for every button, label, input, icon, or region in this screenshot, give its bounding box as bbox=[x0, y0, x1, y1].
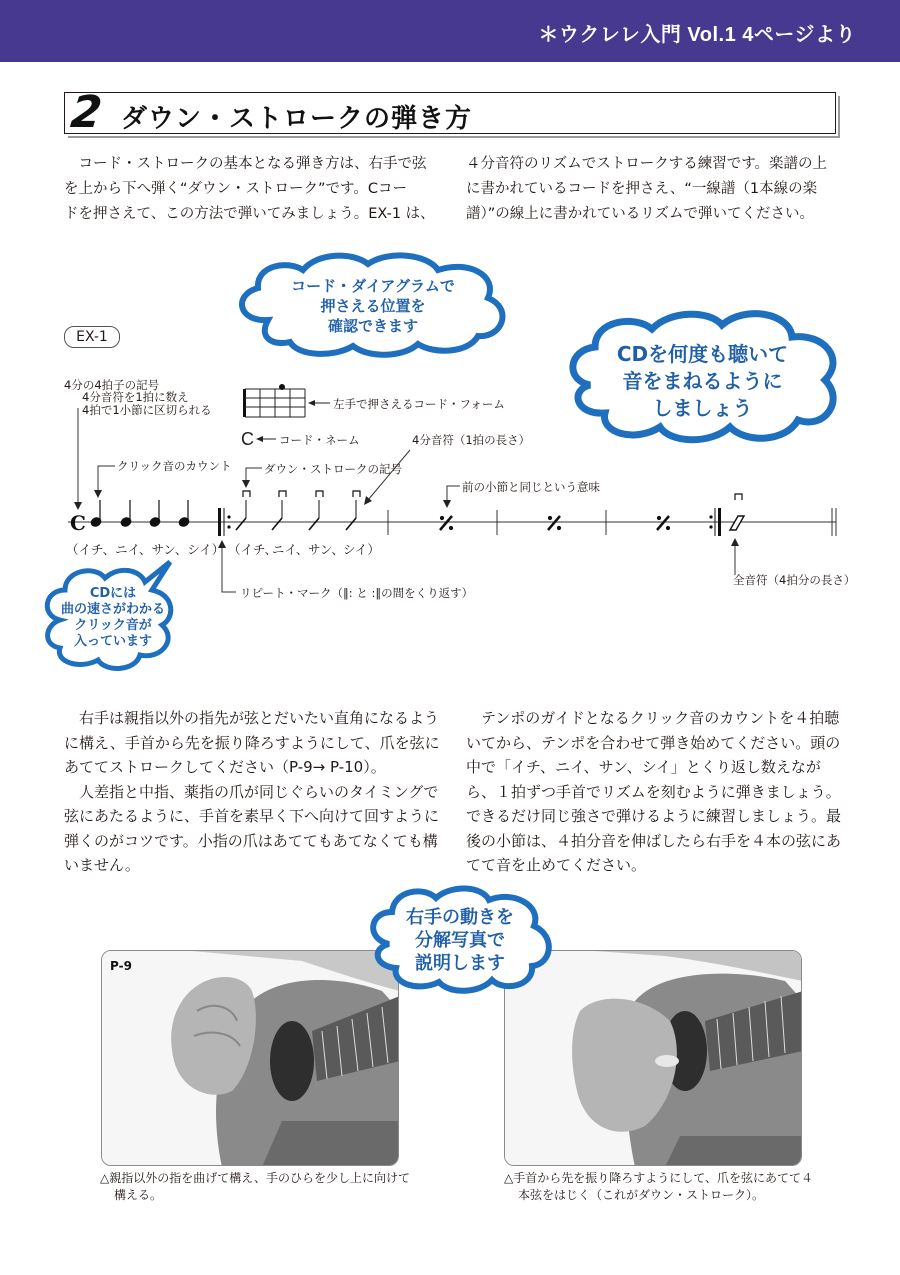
annotation-time-signature-detail bbox=[82, 391, 212, 417]
caption-line: 構える。 bbox=[114, 1188, 163, 1202]
count-stroke-1: （イチ、 bbox=[228, 542, 278, 557]
intro-right-line: に書かれているコードを押さえ、“一線譜（1本線の楽 bbox=[466, 181, 818, 197]
count-stroke-2: ニイ、 bbox=[272, 542, 309, 557]
bubble-text: CDを何度も聴いて bbox=[616, 342, 789, 366]
svg-text:C: C bbox=[241, 429, 254, 449]
body-paragraph: 右手は親指以外の指先が弦とだいたい直角になるように構え、手首から先を振り降ろすようにして、爪を弦にあててストロークしてください（P-9→ P-10）。 bbox=[64, 709, 440, 776]
annotation-repeat-mark: リピート・マーク（‖: と :‖の間をくり返す） bbox=[240, 586, 474, 600]
bubble-text: 分解写真で bbox=[415, 930, 505, 951]
photo-label: P-9 bbox=[110, 959, 132, 973]
body-left bbox=[64, 706, 440, 878]
photo-p9 bbox=[101, 950, 399, 1166]
bubble-text: 入っています bbox=[73, 634, 152, 649]
count-stroke-4: シイ） bbox=[343, 542, 380, 557]
caption-line: 本弦をはじく（これがダウン・ストローク）。 bbox=[518, 1188, 765, 1202]
svg-text:C: C bbox=[70, 511, 86, 535]
annotation-quarter-note: 4分音符（1拍の長さ） bbox=[412, 433, 531, 447]
photo-caption-p9 bbox=[100, 1170, 410, 1204]
bubble-text: CDには bbox=[89, 586, 137, 601]
annotation-down-stroke: ダウン・ストロークの記号 bbox=[264, 462, 402, 476]
bubble-text: 確認できます bbox=[327, 317, 418, 335]
intro-right-line: ４分音符のリズムでストロークする練習です。楽譜の上 bbox=[466, 156, 828, 172]
bubble-text: 曲の速さがわかる bbox=[60, 602, 165, 617]
caption-line: △親指以外の指を曲げて構え、手のひらを少し上に向けて bbox=[100, 1171, 410, 1185]
annotation-chord-name: コード・ネーム bbox=[279, 433, 360, 447]
intro-left-line: を上から下へ弾く“ダウン・ストローク”です。Cコー bbox=[64, 181, 407, 197]
body-paragraph: テンポのガイドとなるクリック音のカウントを４拍聴いてから、テンポを合わせて弾き始めてください。頭の中で「イチ、ニイ、サン、シイ」とくり返し数えながら、１拍ずつ手首でリズムを刻むように弾きましょう。できるだけ同じ強さで弾けるように練習しましょう。最後の小節は、４拍分音を伸ばしたら右手を４本の弦にあてて音を止めてください。 bbox=[466, 709, 842, 874]
bubble-text: 音をまねるように bbox=[622, 369, 783, 393]
bubble-text: 押さえる位置を bbox=[320, 297, 426, 315]
photo-caption-p10 bbox=[504, 1170, 814, 1204]
bubble-text: クリック音が bbox=[74, 618, 152, 633]
annotation-chord-form: 左手で押さえるコード・フォーム bbox=[333, 397, 505, 411]
ukulele-hand-photo-icon bbox=[102, 951, 399, 1166]
example-label: EX-1 bbox=[64, 326, 120, 348]
annotation-time-signature: 4分の4拍子の記号 bbox=[64, 378, 160, 392]
annotation-line: 4拍で1小節に区切られる bbox=[82, 403, 212, 417]
bubble-text: しましょう bbox=[652, 396, 753, 420]
count-click: （イチ、ニイ、サン、シイ） bbox=[66, 542, 225, 557]
section-title: ダウン・ストロークの弾き方 bbox=[121, 104, 473, 134]
intro-left-line: ドを押さえて、この方法で弾いてみましょう。EX-1 は、 bbox=[64, 206, 435, 222]
source-label: ＊ウクレレ入門 Vol.1 4ページより bbox=[538, 24, 856, 46]
count-stroke-3: サン、 bbox=[308, 542, 344, 557]
bubble-text: 右手の動きを bbox=[406, 907, 514, 928]
annotation-same-as-previous: 前の小節と同じという意味 bbox=[462, 480, 600, 494]
section-number: 2 bbox=[68, 87, 105, 138]
body-paragraph: 人差指と中指、薬指の爪が同じぐらいのタイミングで弦にあたるように、手首を素早く下へ向けて回すように弾くのがコツです。小指の爪はあててもあてなくても構いません。 bbox=[64, 782, 440, 874]
bubble-text: 説明します bbox=[415, 953, 505, 974]
intro-left-line: コード・ストロークの基本となる弾き方は、右手で弦 bbox=[64, 156, 427, 172]
body-right bbox=[466, 706, 842, 878]
annotation-whole-note: 全音符（4拍分の長さ） bbox=[733, 573, 856, 587]
annotation-click-count: クリック音のカウント bbox=[117, 459, 232, 473]
bubble-text: コード・ダイアグラムで bbox=[291, 277, 455, 295]
annotation-line: 4分音符を1拍に数え bbox=[82, 390, 189, 404]
intro-right-line: 譜）”の線上に書かれているリズムで弾いてください。 bbox=[466, 206, 814, 222]
bubble-photo-explain bbox=[364, 884, 556, 994]
caption-line: △手首から先を振り降ろすようにして、爪を弦にあてて４ bbox=[504, 1171, 813, 1185]
